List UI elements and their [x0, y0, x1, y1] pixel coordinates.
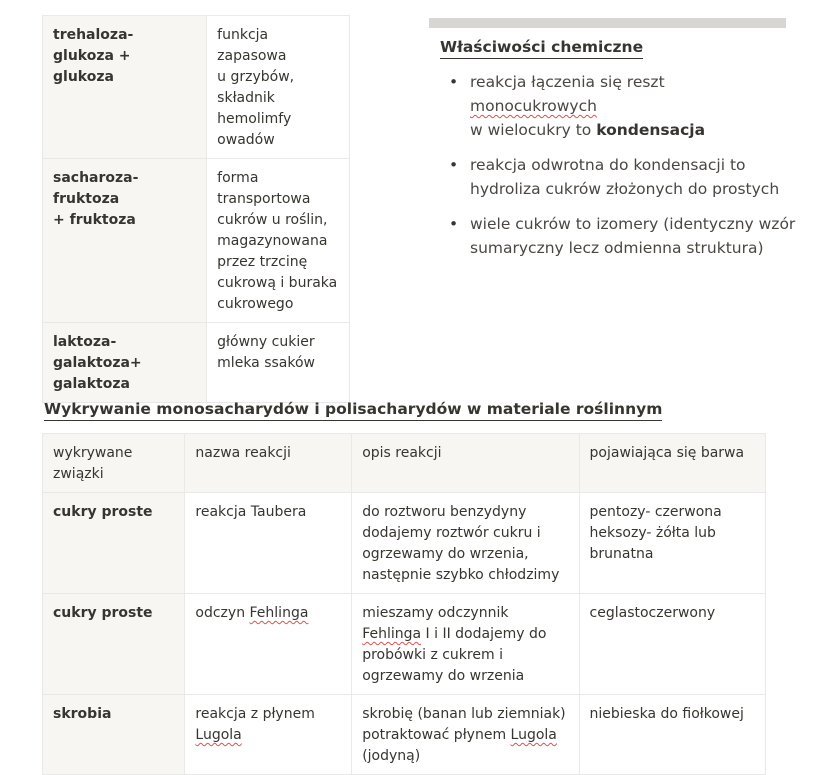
list-item-text: w wielocukry to [470, 121, 597, 139]
table-cell [185, 594, 352, 695]
spellcheck-word[interactable]: Lugola [510, 727, 557, 743]
bullet-list [446, 70, 796, 271]
sugars-table [42, 15, 350, 403]
table-cell: funkcja zapasowa u grzybów, składnik hemolimfy owadów [207, 16, 350, 159]
table-row [43, 594, 766, 695]
list-item [446, 153, 796, 201]
cell-text: reakcja z płynem [195, 706, 315, 722]
table-cell [185, 695, 352, 775]
column-header: pojawiająca się barwa [579, 434, 765, 493]
table-cell: sacharoza- fruktoza + fruktoza [43, 159, 207, 323]
cell-text: mieszamy odczynnik [362, 605, 509, 621]
table-cell: skrobia [43, 695, 185, 775]
table-cell [352, 594, 579, 695]
list-item [446, 212, 796, 260]
table-cell: główny cukier mleka ssaków [207, 323, 350, 403]
table-cell: niebieska do fiołkowej [579, 695, 765, 775]
table-row [43, 493, 766, 594]
column-header: nazwa reakcji [185, 434, 352, 493]
cell-text: skrobię (banan lub ziemniak) potraktować płynem [362, 706, 566, 743]
table-cell: ceglastoczerwony [579, 594, 765, 695]
table-cell: trehaloza- glukoza + glukoza [43, 16, 207, 159]
table-row [43, 159, 350, 323]
table-cell: cukry proste [43, 594, 185, 695]
table-cell [352, 695, 579, 775]
list-item-text: reakcja łączenia się reszt [470, 73, 665, 91]
table-row [43, 323, 350, 403]
column-header: wykrywane związki [43, 434, 185, 493]
cell-text: (jodyną) [362, 748, 421, 764]
column-header: opis reakcji [352, 434, 579, 493]
spellcheck-word[interactable]: Fehlinga [362, 626, 422, 642]
cell-text: odczyn [195, 605, 250, 621]
table-cell: do roztworu benzydyny dodajemy roztwór cukru i ogrzewamy do wrzenia, następnie szybko chłodzimy [352, 493, 579, 594]
detection-table [42, 433, 766, 775]
section-heading: Wykrywanie monosacharydów i polisacharydów w materiale roślinnym [44, 399, 662, 421]
section-heading: Właściwości chemiczne [440, 37, 643, 59]
table-row [43, 695, 766, 775]
table-cell: pentozy- czerwona heksozy- żółta lub brunatna [579, 493, 765, 594]
spellcheck-word[interactable]: Lugola [195, 727, 242, 743]
table-cell: cukry proste [43, 493, 185, 594]
list-item-text: wiele cukrów to izomery (identyczny wzór sumaryczny lecz odmienna struktura) [470, 215, 796, 257]
cell-text: I i II dodajemy do probówki z cukrem i ogrzewamy do wrzenia [362, 626, 547, 684]
list-item [446, 70, 796, 142]
table-cell: forma transportowa cukrów u roślin, magazynowana przez trzcinę cukrową i buraka cukrowego [207, 159, 350, 323]
table-cell: laktoza- galaktoza+ galaktoza [43, 323, 207, 403]
table-row [43, 16, 350, 159]
divider-bar [429, 18, 786, 28]
bold-term: kondensacja [596, 121, 706, 139]
table-header-row [43, 434, 766, 493]
spellcheck-word[interactable]: Fehlinga [249, 605, 309, 621]
list-item-text: reakcja odwrotna do kondensacji to hydroliza cukrów złożonych do prostych [470, 156, 780, 198]
spellcheck-word[interactable]: monocukrowych [470, 97, 597, 115]
table-cell: reakcja Taubera [185, 493, 352, 594]
